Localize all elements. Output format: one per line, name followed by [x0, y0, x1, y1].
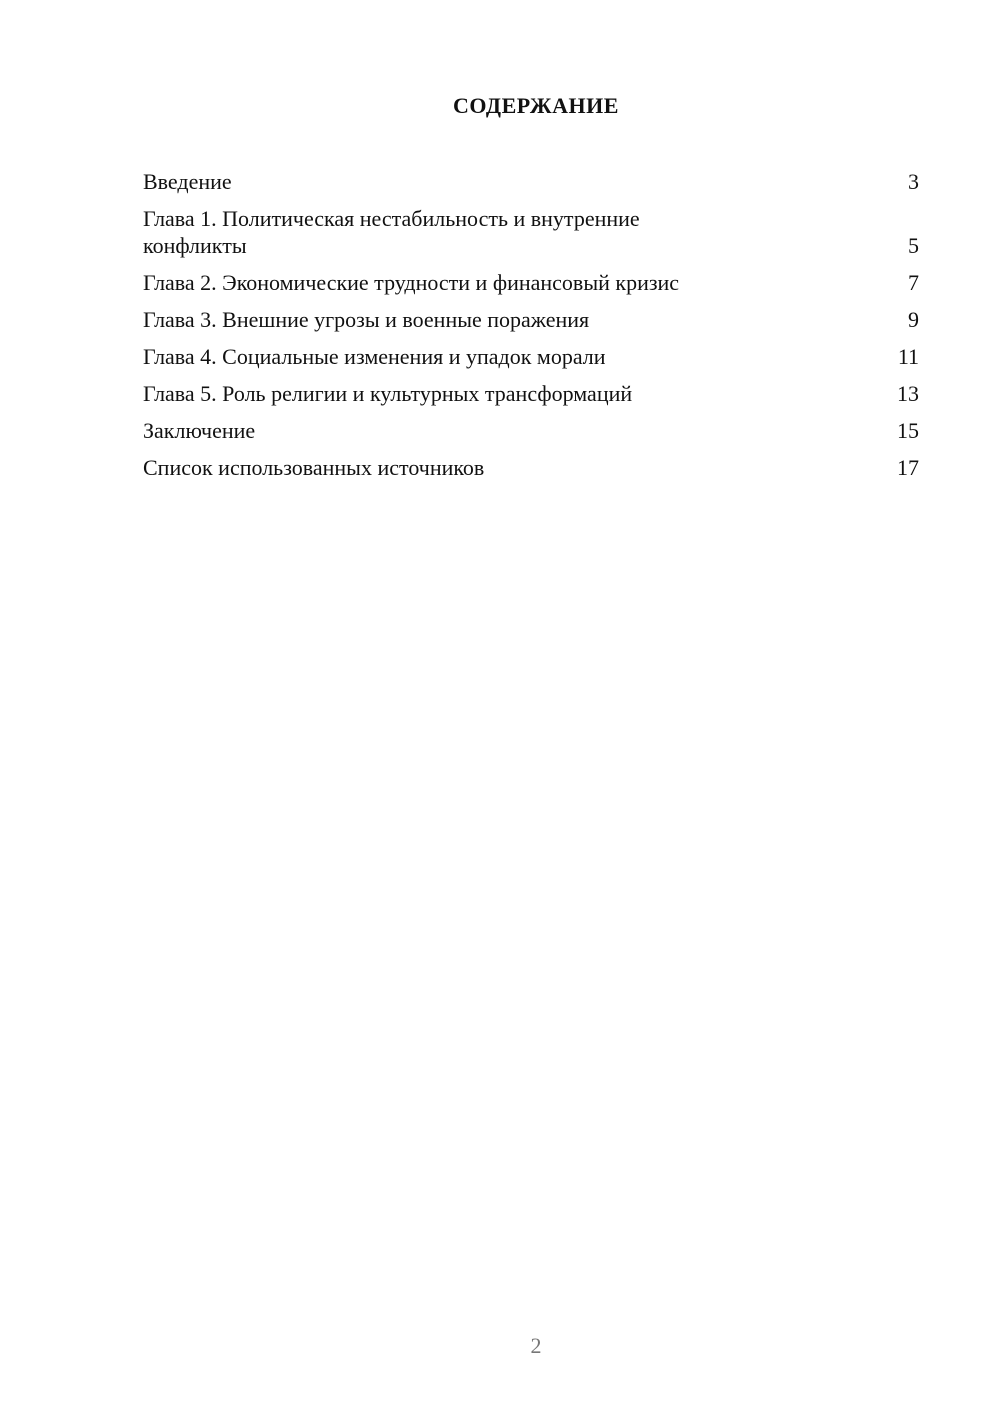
toc-entry-page: 7: [908, 270, 919, 295]
toc-entry-chapter-5: [143, 380, 919, 407]
toc-entry-text: Глава 2. Экономические трудности и финансовый кризис: [143, 270, 680, 295]
toc-entry-page: 13: [897, 381, 919, 406]
toc-entry-references: [143, 454, 919, 481]
toc-entry-text: Заключение: [143, 418, 256, 443]
toc-entry-page: 3: [908, 169, 919, 194]
toc-entry-page: 15: [897, 418, 919, 443]
toc-entry-text: Глава 3. Внешние угрозы и военные поражения: [143, 307, 590, 332]
table-of-contents: [143, 168, 919, 491]
toc-entry-page: 5: [908, 233, 919, 258]
toc-entry-page: 17: [897, 455, 919, 480]
toc-entry-text: Глава 1. Политическая нестабильность и внутренние конфликты: [143, 206, 640, 258]
toc-entry-text: Глава 4. Социальные изменения и упадок морали: [143, 344, 606, 369]
toc-entry-conclusion: [143, 417, 919, 444]
toc-entry-introduction: [143, 168, 919, 195]
toc-entry-text: Список использованных источников: [143, 455, 485, 480]
toc-entry-chapter-3: [143, 306, 919, 333]
toc-entry-page: 9: [908, 307, 919, 332]
toc-entry-page: 11: [897, 344, 919, 369]
toc-entry-text: Глава 5. Роль религии и культурных трансформаций: [143, 381, 633, 406]
toc-entry-chapter-2: [143, 269, 919, 296]
toc-entry-text: Введение: [143, 169, 232, 194]
toc-entry-chapter-1: [143, 205, 919, 259]
page-number: 2: [530, 1333, 542, 1358]
toc-entry-chapter-4: [143, 343, 919, 370]
toc-title: СОДЕРЖАНИЕ: [453, 93, 619, 118]
